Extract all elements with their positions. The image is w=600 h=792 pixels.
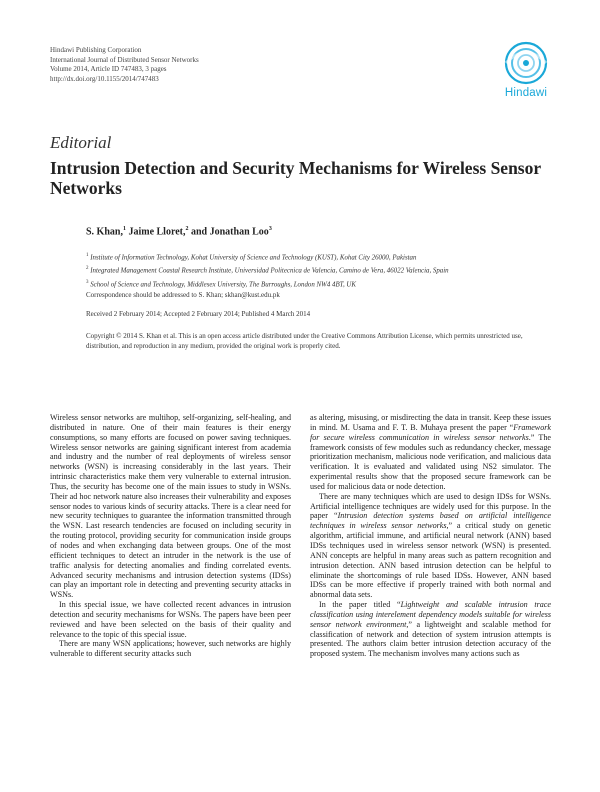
article-dates: Received 2 February 2014; Accepted 2 February 2014; Published 4 March 2014 — [86, 310, 311, 318]
doi-link[interactable]: http://dx.doi.org/10.1155/2014/747483 — [50, 74, 159, 83]
author-affil-mark: 1 — [122, 226, 126, 232]
author-affil-mark: 3 — [268, 226, 272, 232]
article-type: Editorial — [50, 133, 112, 152]
body-paragraph: In this special issue, we have collected recent advances in intrusion detection and security mechanisms for WSNs. The papers have been peer reviewed and have been selected on the basis of their quality and relevance to the topic of this special issue. — [50, 600, 291, 639]
author-name: and Jonathan Loo — [191, 226, 269, 238]
hindawi-logo-icon — [503, 40, 549, 86]
author-list — [86, 226, 272, 237]
cited-paper-title: Framework for secure wireless communication in wireless sensor networks — [310, 422, 551, 442]
correspondence: Correspondence should be addressed to S. Khan; skhan@kust.edu.pk — [86, 291, 280, 299]
cited-paper-title: Lightweight and scalable intrusion trace classification using interelement dependency models suitable for wireless sensor network environment — [310, 600, 551, 629]
body-paragraph: There are many techniques which are used to design IDSs for WSNs. Artificial intelligence techniques are widely used for this purpose. In the paper “Intrusion detection systems based on artificial intelligence techniques in wireless sensor networks,” a critical study on genetic algorithm, artificial immune, and artificial neural network (ANN) based IDSs techniques used in wireless sensor network (WSN) is presented. ANN concepts are helpful in many areas such as pattern recognition and intrusion detection. ANN based intrusion detection can be helpful to eliminate the shortcomings of rule based IDSs. However, ANN based IDSs can be more effective if properly trained with both normal and abnormal data sets. — [310, 491, 551, 600]
body-paragraph: In the paper titled “Lightweight and scalable intrusion trace classification using interelement dependency models suitable for wireless sensor network environment,” a lightweight and scalable method for classification of network and detection of system intrusion attempts is presented. The authors claim better intrusion detection accuracy of the proposed system. The mechanism involves many actions such as — [310, 600, 551, 659]
author-name: S. Khan, — [86, 226, 123, 238]
body-paragraph: Wireless sensor networks are multihop, self-organizing, self-healing, and distributed in nature. One of their main features is their energy consumptions, so many efforts are focused on power saving techniques. Wireless sensor networks are gaining significant interest from academia and industry and the number of real deployments of wireless sensor networks (WSN) is increasing considerably in the last years. Their intrinsic characteristics make them very vulnerable to external intrusion. Thus, the security has become one of the main issues to study in WSNs. Their ad hoc network nature also increases their vulnerability and exposes sensor nodes to various kinds of security attacks. There is a clear need for new security techniques to guarantee the information transmitted through the WSN. Last research tendencies are focused on including security in the routing protocol, providing security for communication inside groups of nodes and when exchanging data between groups. One of the most efficient techniques to detect an intruder in the network is the use of traffic analysis for detecting anomalies and finding correlated events. Advanced security mechanisms and intrusion detection systems (IDSs) can play an important role in detecting and preventing security attacks in WSNs. — [50, 413, 291, 600]
copyright-notice: Copyright © 2014 S. Khan et al. This is an open access article distributed under the Creative Commons Attribution License, which permits unrestricted use, distribution, and reproduction in any medium, provided the original work is properly cited. — [86, 332, 523, 350]
affiliation: $^2$ Integrated Management Coastal Research Institute, Universidad Politecnica de Valencia, Camino de Vera, 46022 Valencia, Spain — [86, 266, 449, 275]
body-paragraph: as altering, misusing, or misdirecting the data in transit. Keep these issues in mind. M. Usama and F. T. B. Muhaya present the paper “Framework for secure wireless communication in wireless sensor networks.” The framework consists of few modules such as redundancy checker, message prioritization mechanism, malicious node verification, and malicious data verification. It is evaluated and validated using NS2 simulator. The experimental results show that the proposed secure framework can be used for malicious data or node detection. — [310, 413, 552, 491]
journal-header — [50, 46, 199, 84]
journal-name: International Journal of Distributed Sensor Networks — [50, 55, 199, 64]
volume-info: Volume 2014, Article ID 747483, 3 pages — [50, 65, 167, 73]
hindawi-logo — [496, 40, 556, 108]
affiliations — [86, 250, 556, 290]
author-name: Jaime Lloret, — [128, 226, 186, 238]
body-column-left — [50, 413, 291, 659]
author-affil-mark: 2 — [185, 226, 189, 232]
cited-paper-title: Intrusion detection systems based on artificial intelligence techniques in wireless sensor networks — [310, 511, 551, 531]
body-paragraph: There are many WSN applications; however, such networks are highly vulnerable to different security attacks such — [50, 639, 291, 659]
affiliation: $^1$ Institute of Information Technology, Kohat University of Science and Technology (KUST), Kohat City 26000, Pakistan — [86, 253, 417, 262]
article-title: Intrusion Detection and Security Mechanisms for Wireless Sensor Networks — [50, 158, 541, 198]
body-column-right — [310, 413, 551, 659]
affiliation: $^3$ School of Science and Technology, Middlesex University, The Burroughs, London NW4 4BT, UK — [86, 279, 357, 288]
publisher-line: Hindawi Publishing Corporation — [50, 46, 142, 54]
logo-text: Hindawi — [504, 87, 548, 99]
